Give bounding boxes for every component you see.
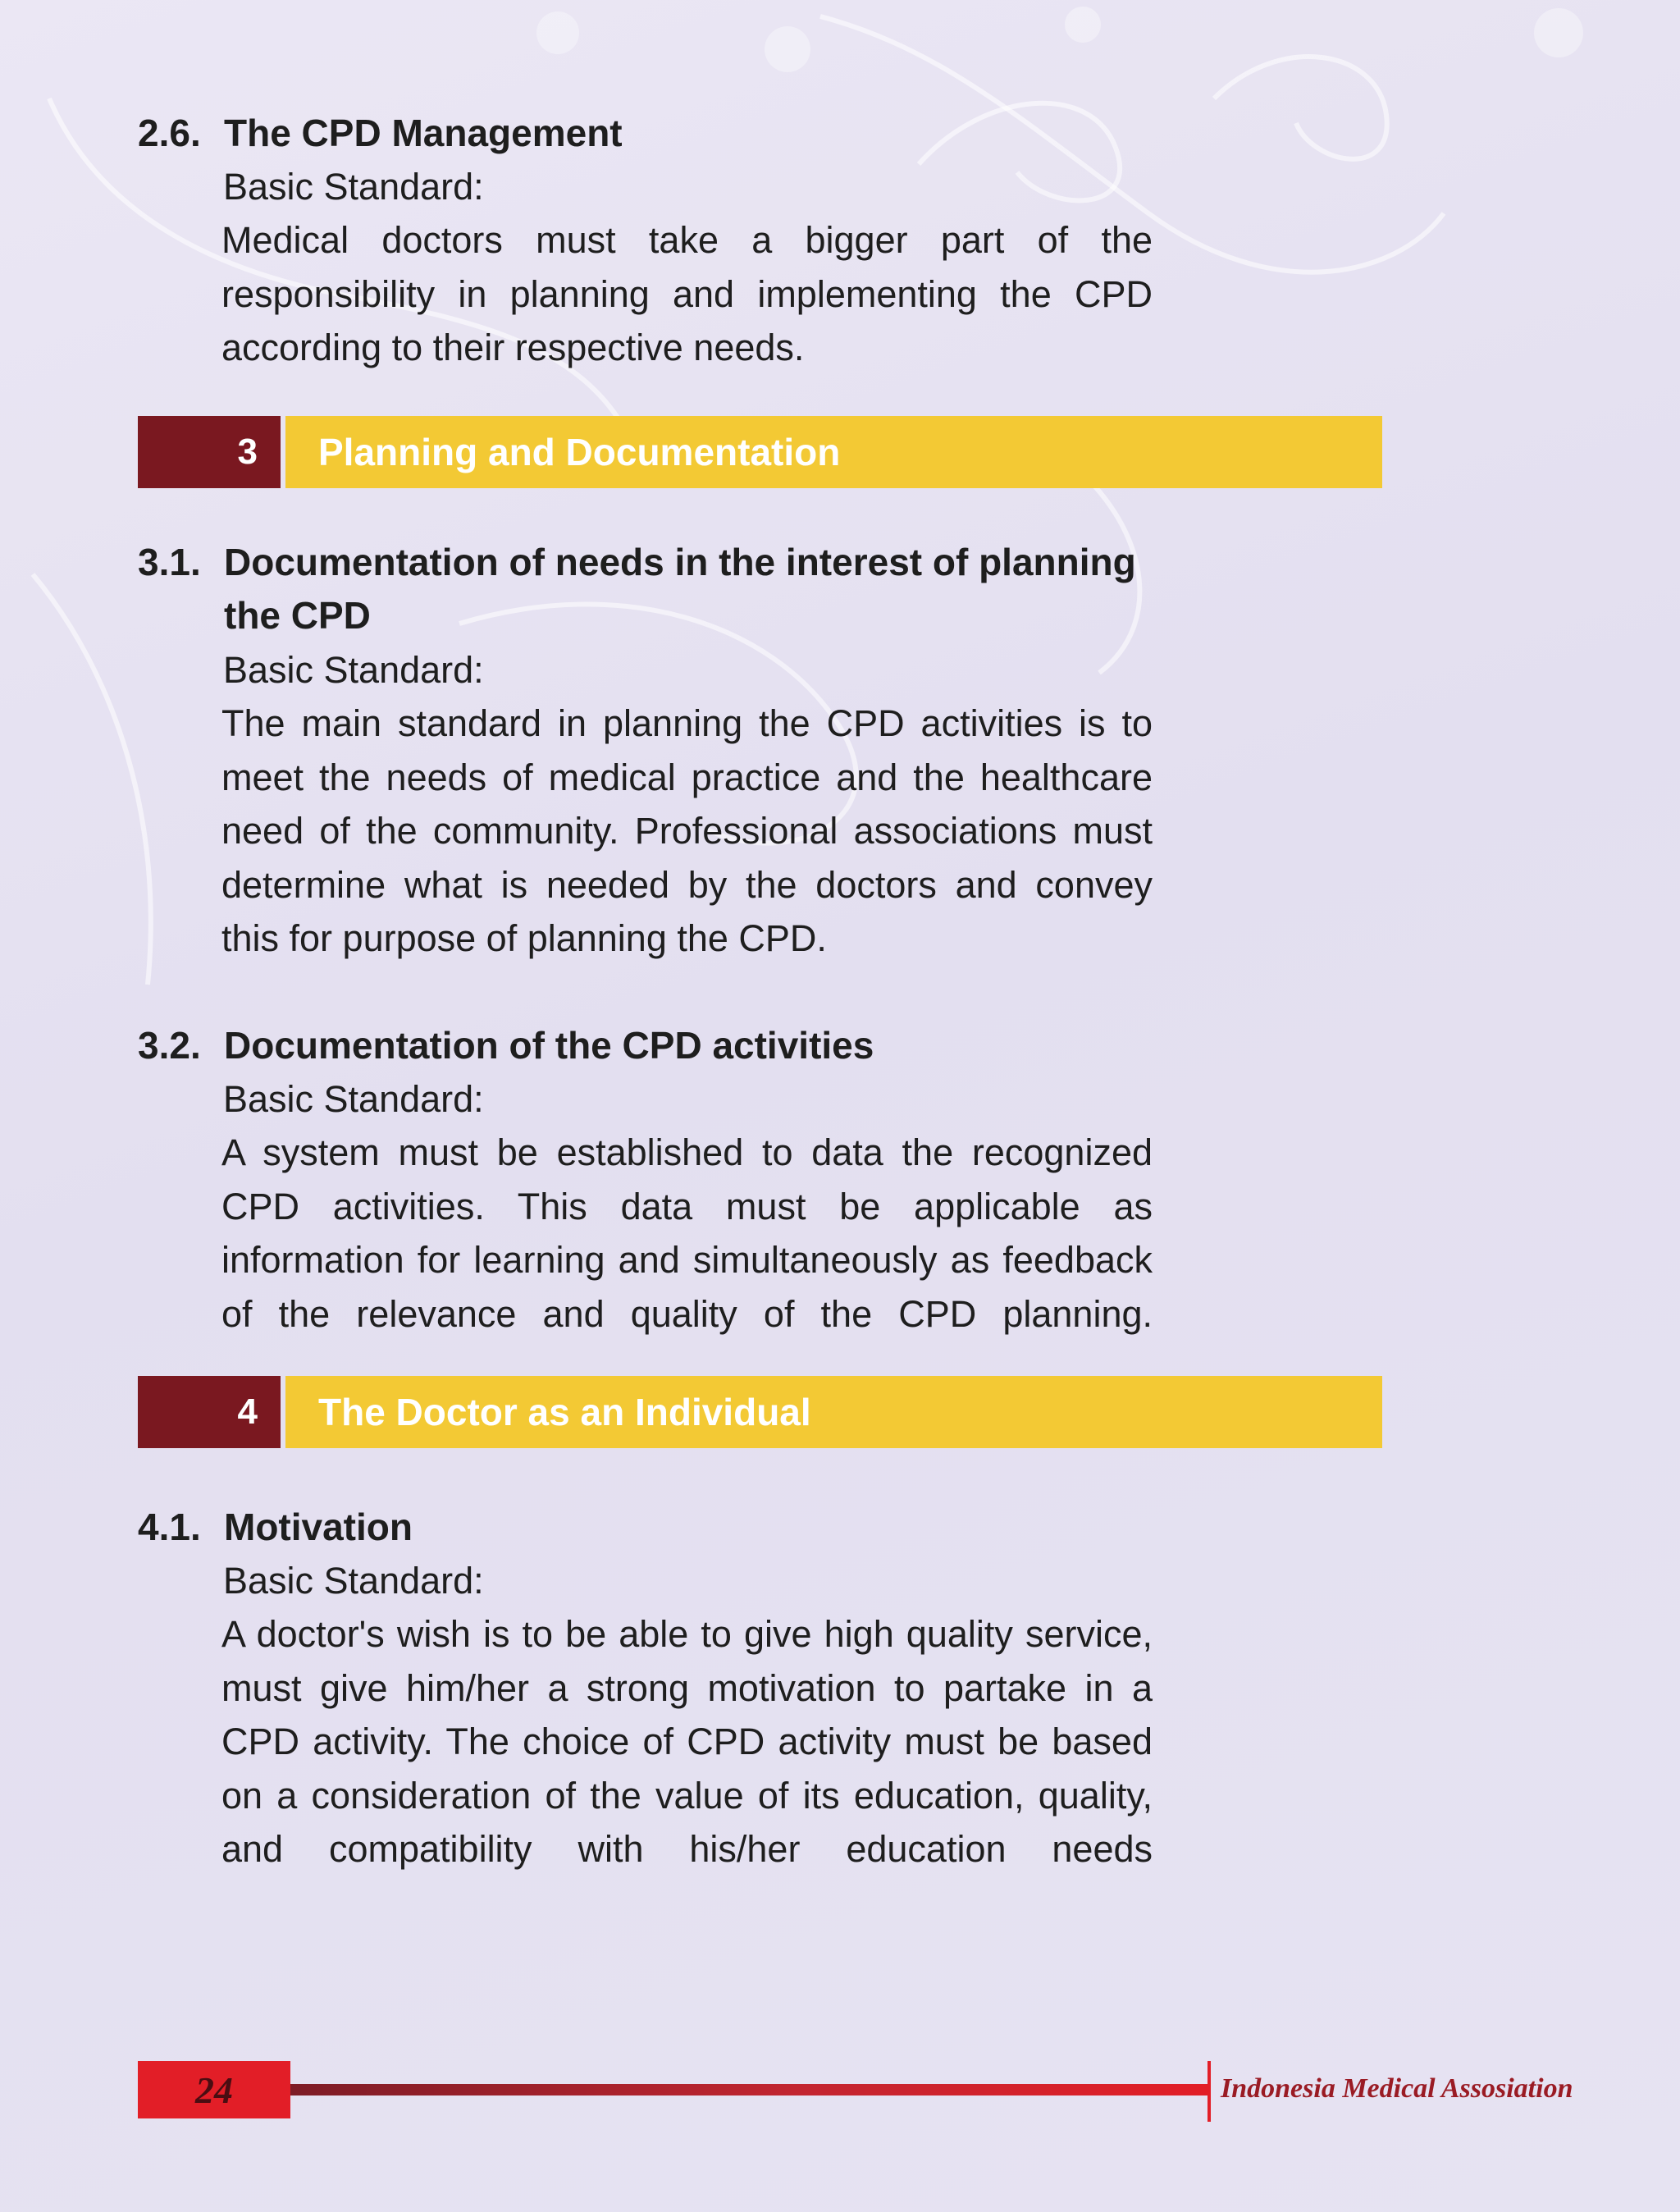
section-3-1-heading <box>138 536 1136 642</box>
text-line: Medical doctors must take a bigger part of the <box>221 219 1153 261</box>
section-number: 2.6. <box>138 112 201 154</box>
text-line: The main standard in planning the CPD activities is to <box>221 702 1153 744</box>
text-line: on a consideration of the value of its education, quality, <box>221 1774 1153 1817</box>
text-line: and compatibility with his/her education needs <box>221 1828 1153 1870</box>
chapter-number: 4 <box>138 1376 281 1448</box>
section-number: 3.2. <box>138 1024 201 1067</box>
footer-rule <box>290 2084 1209 2095</box>
text-line: A system must be established to data the recognized <box>221 1131 1153 1173</box>
text-line: information for learning and simultaneously as feedback <box>221 1239 1153 1281</box>
text-line: need of the community. Professional associations must <box>221 810 1153 852</box>
section-number: 4.1. <box>138 1506 201 1548</box>
section-3-2-body <box>221 1126 1153 1341</box>
section-4-1-heading <box>138 1501 413 1554</box>
text-line: according to their respective needs. <box>221 327 805 368</box>
text-line: A doctor's wish is to be able to give high quality service, <box>221 1613 1153 1655</box>
basic-standard-label: Basic Standard: <box>223 1078 484 1120</box>
page-number: 24 <box>138 2061 290 2118</box>
section-title: Documentation of the CPD activities <box>224 1024 874 1067</box>
chapter-3-banner <box>138 416 1245 488</box>
section-title: Motivation <box>224 1506 413 1548</box>
section-3-1-body <box>221 697 1153 966</box>
chapter-number: 3 <box>138 416 281 488</box>
text-line: must give him/her a strong motivation to partake in a <box>221 1666 1153 1709</box>
section-title: Documentation of needs in the interest of planning <box>224 541 1136 583</box>
footer-divider <box>1208 2061 1211 2122</box>
section-3-2-heading <box>138 1019 874 1072</box>
chapter-title: Planning and Documentation <box>285 416 1382 488</box>
section-2-6-heading <box>138 107 623 160</box>
text-line: CPD activity. The choice of CPD activity must be based <box>221 1721 1153 1762</box>
chapter-4-banner <box>138 1376 1245 1448</box>
section-2-6-body <box>221 213 1153 375</box>
chapter-title: The Doctor as an Individual <box>285 1376 1382 1448</box>
section-title: The CPD Management <box>224 112 623 154</box>
footer-organization: Indonesia Medical Assosiation <box>1221 2073 1573 2104</box>
section-title-continued: the CPD <box>224 594 371 637</box>
text-line: of the relevance and quality of the CPD planning. <box>221 1292 1153 1335</box>
basic-standard-label: Basic Standard: <box>223 649 484 691</box>
text-line: this for purpose of planning the CPD. <box>221 917 827 959</box>
text-line: CPD activities. This data must be applicable as <box>221 1185 1153 1227</box>
section-number: 3.1. <box>138 541 201 583</box>
text-line: determine what is needed by the doctors and convey <box>221 863 1153 906</box>
section-4-1-body <box>221 1607 1153 1876</box>
text-line: meet the needs of medical practice and the healthcare <box>221 756 1153 798</box>
basic-standard-label: Basic Standard: <box>223 1560 484 1602</box>
basic-standard-label: Basic Standard: <box>223 166 484 208</box>
text-line: responsibility in planning and implementing the CPD <box>221 272 1153 315</box>
